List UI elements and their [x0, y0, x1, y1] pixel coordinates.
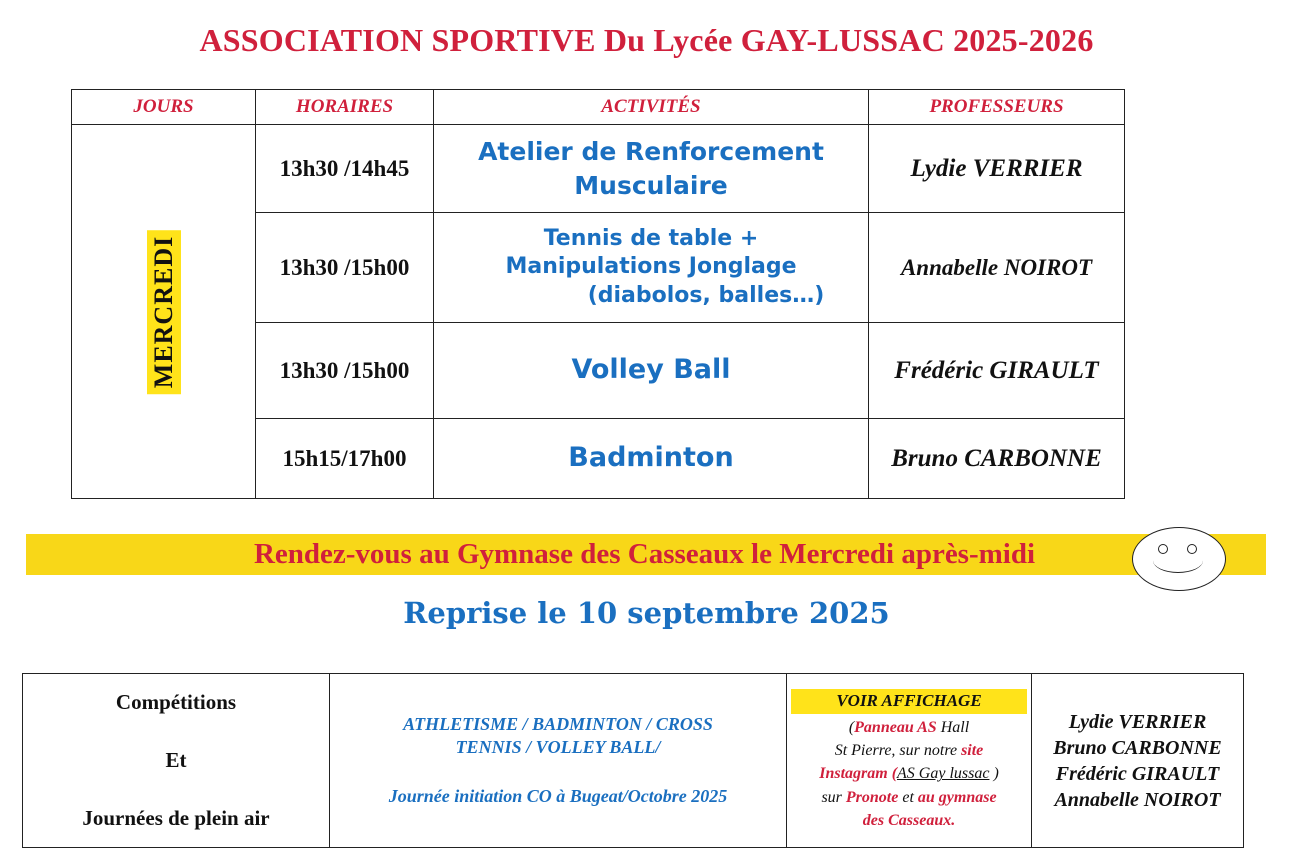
aff-text: Hall	[936, 718, 970, 736]
aff-site: site	[961, 742, 984, 760]
affichage-line	[787, 716, 1031, 739]
sports-line: ATHLETISME / BADMINTON / CROSS	[403, 713, 713, 734]
header-professeurs: PROFESSEURS	[869, 90, 1125, 125]
page-title: ASSOCIATION SPORTIVE Du Lycée GAY-LUSSAC 2025-2026	[199, 22, 1094, 58]
aff-gym: au gymnase	[917, 788, 997, 806]
time-cell: 15h15/17h00	[256, 419, 434, 499]
activity-line: Musculaire	[574, 170, 728, 200]
day-cell	[72, 125, 256, 499]
header-jours: JOURS	[72, 90, 256, 125]
header-horaires: HORAIRES	[256, 90, 434, 125]
table-row	[72, 125, 1125, 213]
rendezvous-text	[0, 538, 1293, 571]
aff-pronote: Pronote	[845, 788, 899, 806]
prof-name: Bruno CARBONNE	[1053, 736, 1222, 759]
activity-line: (diabolos, balles…)	[587, 282, 825, 308]
sports-cell	[330, 674, 787, 848]
day-label: MERCREDI	[147, 229, 181, 393]
aff-instagram: Instagram	[819, 765, 888, 783]
activity-line: Manipulations Jonglage	[505, 254, 797, 280]
table-header-row	[72, 90, 1125, 125]
competitions-cell	[23, 674, 330, 848]
activity-line: Volley Ball	[571, 354, 731, 386]
comp-line: Compétitions	[115, 690, 237, 714]
aff-text: (	[887, 765, 898, 783]
sports-line: Journée initiation CO à Bugeat/Octobre 2025	[388, 786, 728, 807]
competitions-table	[22, 673, 1244, 848]
affichage-line	[787, 809, 1031, 832]
aff-handle[interactable]: AS Gay lussac	[897, 765, 990, 783]
comp-line: Et	[165, 747, 187, 772]
aff-casseaux: des Casseaux.	[862, 811, 956, 829]
header-activites: ACTIVITÉS	[434, 90, 869, 125]
aff-text: et	[898, 788, 918, 806]
prof-name: Frédéric GIRAULT	[1055, 762, 1220, 785]
comp-line: Journées de plein air	[82, 805, 270, 830]
sports-line: TENNIS / VOLLEY BALL/	[455, 736, 661, 757]
prof-cell: Frédéric GIRAULT	[869, 323, 1125, 419]
time-cell: 13h30 /14h45	[256, 125, 434, 213]
activity-cell	[434, 419, 869, 499]
prof-name: Annabelle NOIROT	[1054, 788, 1221, 811]
profs-cell	[1032, 674, 1244, 848]
aff-text: St Pierre, sur notre	[834, 742, 962, 760]
affichage-line	[787, 786, 1031, 809]
affichage-cell	[787, 674, 1032, 848]
activity-cell	[434, 125, 869, 213]
aff-text: sur	[821, 788, 846, 806]
prof-cell: Annabelle NOIROT	[869, 213, 1125, 323]
activity-line: Tennis de table +	[543, 225, 759, 251]
reprise-text: Reprise le 10 septembre 2025	[403, 596, 890, 630]
activity-line: Atelier de Renforcement	[478, 136, 824, 166]
affichage-heading: VOIR AFFICHAGE	[791, 689, 1027, 714]
affichage-line	[787, 739, 1031, 762]
schedule-table	[71, 89, 1125, 499]
aff-text: )	[989, 765, 999, 783]
time-cell: 13h30 /15h00	[256, 213, 434, 323]
activity-line: Badminton	[568, 442, 734, 474]
aff-text: (	[848, 718, 855, 736]
prof-cell: Bruno CARBONNE	[869, 419, 1125, 499]
prof-name: Lydie VERRIER	[1068, 710, 1207, 733]
smiley-face-icon	[1132, 527, 1226, 591]
rendezvous-label: Rendez-vous au Gymnase des Casseaux le Mercredi après-midi	[253, 538, 1036, 570]
activity-cell	[434, 323, 869, 419]
affichage-line	[787, 762, 1031, 785]
activity-cell	[434, 213, 869, 323]
time-cell: 13h30 /15h00	[256, 323, 434, 419]
aff-panneau: Panneau AS	[854, 718, 937, 736]
smiley-mouth	[1153, 548, 1203, 573]
table-row	[23, 674, 1244, 848]
prof-cell: Lydie VERRIER	[869, 125, 1125, 213]
